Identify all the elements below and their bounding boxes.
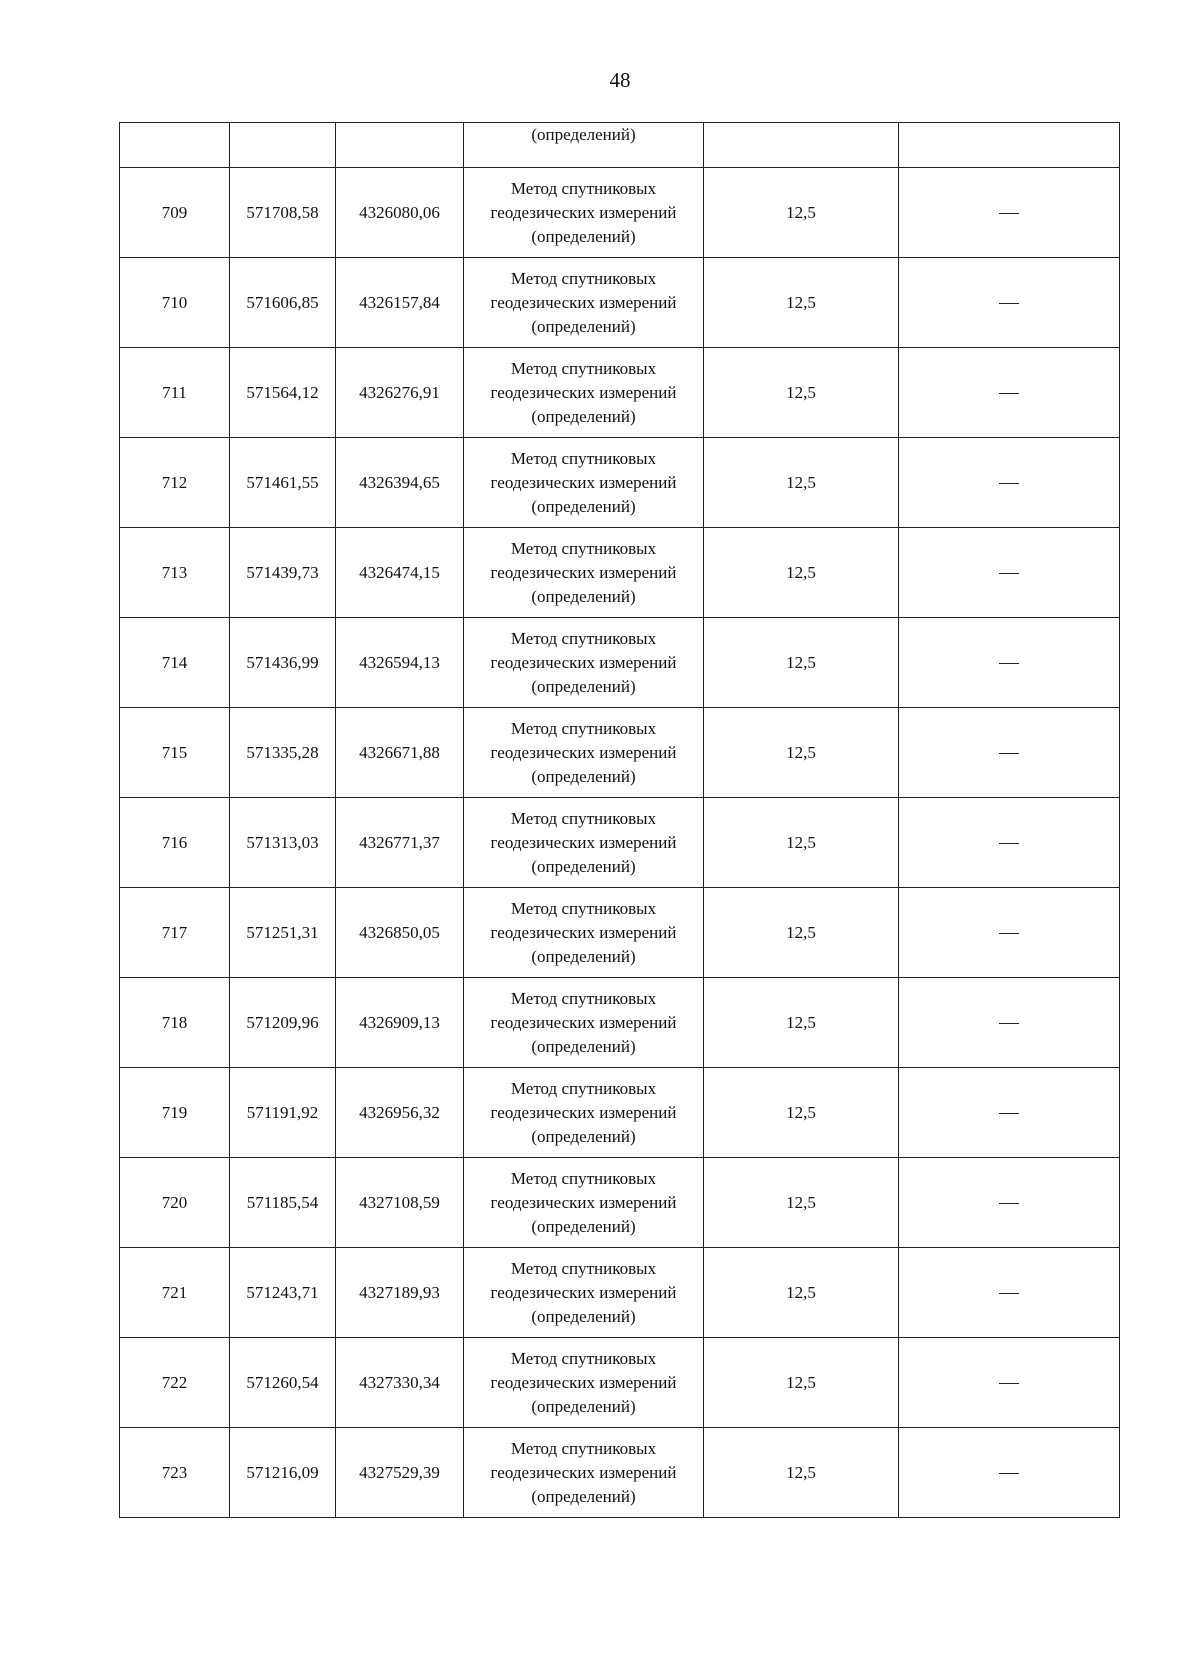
method-line: (определений) bbox=[531, 1126, 636, 1146]
cell-empty bbox=[230, 123, 336, 168]
method-line: геодезических измерений bbox=[490, 202, 677, 222]
method-line: геодезических измерений bbox=[490, 1192, 677, 1212]
y-coordinate-cell: 4326909,13 bbox=[336, 978, 464, 1068]
y-coordinate-cell: 4326394,65 bbox=[336, 438, 464, 528]
method-tail-cell: (определений) bbox=[464, 123, 704, 168]
method-line: (определений) bbox=[531, 1306, 636, 1326]
table-row bbox=[120, 708, 1120, 798]
method-line: Метод спутниковых bbox=[510, 898, 657, 918]
method-cell bbox=[464, 258, 704, 348]
method-line: Метод спутниковых bbox=[510, 1348, 657, 1368]
method-line: (определений) bbox=[531, 496, 636, 516]
accuracy-cell: 12,5 bbox=[704, 1068, 899, 1158]
method-cell bbox=[464, 348, 704, 438]
y-coordinate-cell: 4326956,32 bbox=[336, 1068, 464, 1158]
accuracy-cell: 12,5 bbox=[704, 708, 899, 798]
point-number-cell: 713 bbox=[120, 528, 230, 618]
accuracy-cell: 12,5 bbox=[704, 1428, 899, 1518]
method-line: (определений) bbox=[531, 1396, 636, 1416]
dash-mark bbox=[999, 753, 1019, 754]
accuracy-cell: 12,5 bbox=[704, 258, 899, 348]
method-line: Метод спутниковых bbox=[510, 448, 657, 468]
method-line: (определений) bbox=[531, 676, 636, 696]
note-cell bbox=[899, 888, 1120, 978]
dash-mark bbox=[999, 843, 1019, 844]
point-number-cell: 720 bbox=[120, 1158, 230, 1248]
method-line: геодезических измерений bbox=[490, 292, 677, 312]
accuracy-cell: 12,5 bbox=[704, 798, 899, 888]
method-cell bbox=[464, 1248, 704, 1338]
method-line: (определений) bbox=[531, 1216, 636, 1236]
x-coordinate-cell: 571335,28 bbox=[230, 708, 336, 798]
y-coordinate-cell: 4326474,15 bbox=[336, 528, 464, 618]
method-line: геодезических измерений bbox=[490, 1462, 677, 1482]
method-cell bbox=[464, 708, 704, 798]
cell-empty bbox=[120, 123, 230, 168]
method-line: Метод спутниковых bbox=[510, 988, 657, 1008]
method-line: (определений) bbox=[531, 226, 636, 246]
x-coordinate-cell: 571260,54 bbox=[230, 1338, 336, 1428]
method-cell bbox=[464, 1158, 704, 1248]
note-cell bbox=[899, 1158, 1120, 1248]
method-line: Метод спутниковых bbox=[510, 718, 657, 738]
table-row bbox=[120, 528, 1120, 618]
x-coordinate-cell: 571209,96 bbox=[230, 978, 336, 1068]
x-coordinate-cell: 571606,85 bbox=[230, 258, 336, 348]
table-row bbox=[120, 1428, 1120, 1518]
method-line: геодезических измерений bbox=[490, 742, 677, 762]
point-number-cell: 721 bbox=[120, 1248, 230, 1338]
point-number-cell: 714 bbox=[120, 618, 230, 708]
accuracy-cell: 12,5 bbox=[704, 348, 899, 438]
dash-mark bbox=[999, 663, 1019, 664]
method-line: (определений) bbox=[531, 766, 636, 786]
method-cell bbox=[464, 1428, 704, 1518]
method-line: геодезических измерений bbox=[490, 1282, 677, 1302]
method-cell bbox=[464, 438, 704, 528]
method-line: Метод спутниковых bbox=[510, 268, 657, 288]
method-line: геодезических измерений bbox=[490, 562, 677, 582]
accuracy-cell: 12,5 bbox=[704, 888, 899, 978]
dash-mark bbox=[999, 1203, 1019, 1204]
point-number-cell: 710 bbox=[120, 258, 230, 348]
accuracy-cell: 12,5 bbox=[704, 438, 899, 528]
dash-mark bbox=[999, 483, 1019, 484]
table-row bbox=[120, 888, 1120, 978]
method-line: геодезических измерений bbox=[490, 832, 677, 852]
y-coordinate-cell: 4327108,59 bbox=[336, 1158, 464, 1248]
note-cell bbox=[899, 798, 1120, 888]
x-coordinate-cell: 571564,12 bbox=[230, 348, 336, 438]
x-coordinate-cell: 571461,55 bbox=[230, 438, 336, 528]
method-cell bbox=[464, 528, 704, 618]
note-cell bbox=[899, 1248, 1120, 1338]
method-line: геодезических измерений bbox=[490, 1372, 677, 1392]
method-line: Метод спутниковых bbox=[510, 358, 657, 378]
point-number-cell: 723 bbox=[120, 1428, 230, 1518]
method-line: Метод спутниковых bbox=[510, 1438, 657, 1458]
y-coordinate-cell: 4326850,05 bbox=[336, 888, 464, 978]
method-line: Метод спутниковых bbox=[510, 808, 657, 828]
x-coordinate-cell: 571708,58 bbox=[230, 168, 336, 258]
table-row bbox=[120, 438, 1120, 528]
x-coordinate-cell: 571251,31 bbox=[230, 888, 336, 978]
method-line: (определений) bbox=[531, 946, 636, 966]
accuracy-cell: 12,5 bbox=[704, 978, 899, 1068]
x-coordinate-cell: 571439,73 bbox=[230, 528, 336, 618]
table-body bbox=[120, 123, 1120, 1518]
method-cell bbox=[464, 168, 704, 258]
table-row bbox=[120, 1068, 1120, 1158]
dash-mark bbox=[999, 933, 1019, 934]
method-line: Метод спутниковых bbox=[510, 628, 657, 648]
table-row bbox=[120, 618, 1120, 708]
x-coordinate-cell: 571191,92 bbox=[230, 1068, 336, 1158]
dash-mark bbox=[999, 303, 1019, 304]
method-cell bbox=[464, 1338, 704, 1428]
method-cell bbox=[464, 978, 704, 1068]
method-cell bbox=[464, 618, 704, 708]
y-coordinate-cell: 4326157,84 bbox=[336, 258, 464, 348]
method-line: (определений) bbox=[531, 586, 636, 606]
table-row bbox=[120, 798, 1120, 888]
table-row bbox=[120, 168, 1120, 258]
point-number-cell: 712 bbox=[120, 438, 230, 528]
note-cell bbox=[899, 1068, 1120, 1158]
method-line: геодезических измерений bbox=[490, 472, 677, 492]
point-number-cell: 715 bbox=[120, 708, 230, 798]
method-cell bbox=[464, 1068, 704, 1158]
dash-mark bbox=[999, 393, 1019, 394]
table-row bbox=[120, 1338, 1120, 1428]
coordinates-table bbox=[119, 122, 1120, 1518]
table-row bbox=[120, 978, 1120, 1068]
method-line: (определений) bbox=[531, 316, 636, 336]
note-cell bbox=[899, 348, 1120, 438]
dash-mark bbox=[999, 1383, 1019, 1384]
point-number-cell: 709 bbox=[120, 168, 230, 258]
x-coordinate-cell: 571185,54 bbox=[230, 1158, 336, 1248]
dash-mark bbox=[999, 1473, 1019, 1474]
accuracy-cell: 12,5 bbox=[704, 618, 899, 708]
note-cell bbox=[899, 1428, 1120, 1518]
cell-empty bbox=[899, 123, 1120, 168]
point-number-cell: 722 bbox=[120, 1338, 230, 1428]
accuracy-cell: 12,5 bbox=[704, 1338, 899, 1428]
x-coordinate-cell: 571313,03 bbox=[230, 798, 336, 888]
method-line: геодезических измерений bbox=[490, 1102, 677, 1122]
point-number-cell: 717 bbox=[120, 888, 230, 978]
note-cell bbox=[899, 618, 1120, 708]
note-cell bbox=[899, 258, 1120, 348]
dash-mark bbox=[999, 1113, 1019, 1114]
method-line: Метод спутниковых bbox=[510, 538, 657, 558]
point-number-cell: 719 bbox=[120, 1068, 230, 1158]
method-line: Метод спутниковых bbox=[510, 178, 657, 198]
dash-mark bbox=[999, 213, 1019, 214]
method-line: (определений) bbox=[531, 1036, 636, 1056]
method-line: Метод спутниковых bbox=[510, 1258, 657, 1278]
y-coordinate-cell: 4326671,88 bbox=[336, 708, 464, 798]
accuracy-cell: 12,5 bbox=[704, 1158, 899, 1248]
note-cell bbox=[899, 438, 1120, 528]
method-line: геодезических измерений bbox=[490, 652, 677, 672]
y-coordinate-cell: 4326276,91 bbox=[336, 348, 464, 438]
x-coordinate-cell: 571243,71 bbox=[230, 1248, 336, 1338]
accuracy-cell: 12,5 bbox=[704, 528, 899, 618]
dash-mark bbox=[999, 1293, 1019, 1294]
table-row bbox=[120, 348, 1120, 438]
note-cell bbox=[899, 528, 1120, 618]
method-line: (определений) bbox=[531, 406, 636, 426]
x-coordinate-cell: 571216,09 bbox=[230, 1428, 336, 1518]
y-coordinate-cell: 4327189,93 bbox=[336, 1248, 464, 1338]
y-coordinate-cell: 4326771,37 bbox=[336, 798, 464, 888]
method-line: Метод спутниковых bbox=[510, 1168, 657, 1188]
method-cell bbox=[464, 888, 704, 978]
table-row bbox=[120, 1248, 1120, 1338]
accuracy-cell: 12,5 bbox=[704, 168, 899, 258]
dash-mark bbox=[999, 573, 1019, 574]
method-line: геодезических измерений bbox=[490, 1012, 677, 1032]
method-line: геодезических измерений bbox=[490, 922, 677, 942]
x-coordinate-cell: 571436,99 bbox=[230, 618, 336, 708]
note-cell bbox=[899, 978, 1120, 1068]
cell-empty bbox=[336, 123, 464, 168]
method-line: (определений) bbox=[531, 1486, 636, 1506]
point-number-cell: 711 bbox=[120, 348, 230, 438]
accuracy-cell: 12,5 bbox=[704, 1248, 899, 1338]
page-number: 48 bbox=[609, 68, 631, 92]
cell-empty bbox=[704, 123, 899, 168]
y-coordinate-cell: 4326594,13 bbox=[336, 618, 464, 708]
note-cell bbox=[899, 1338, 1120, 1428]
method-line: геодезических измерений bbox=[490, 382, 677, 402]
table-row bbox=[120, 258, 1120, 348]
note-cell bbox=[899, 168, 1120, 258]
method-line: Метод спутниковых bbox=[510, 1078, 657, 1098]
method-cell bbox=[464, 798, 704, 888]
point-number-cell: 716 bbox=[120, 798, 230, 888]
y-coordinate-cell: 4326080,06 bbox=[336, 168, 464, 258]
method-line: (определений) bbox=[531, 856, 636, 876]
table-row bbox=[120, 1158, 1120, 1248]
y-coordinate-cell: 4327529,39 bbox=[336, 1428, 464, 1518]
continuation-row bbox=[120, 123, 1120, 168]
dash-mark bbox=[999, 1023, 1019, 1024]
note-cell bbox=[899, 708, 1120, 798]
point-number-cell: 718 bbox=[120, 978, 230, 1068]
y-coordinate-cell: 4327330,34 bbox=[336, 1338, 464, 1428]
